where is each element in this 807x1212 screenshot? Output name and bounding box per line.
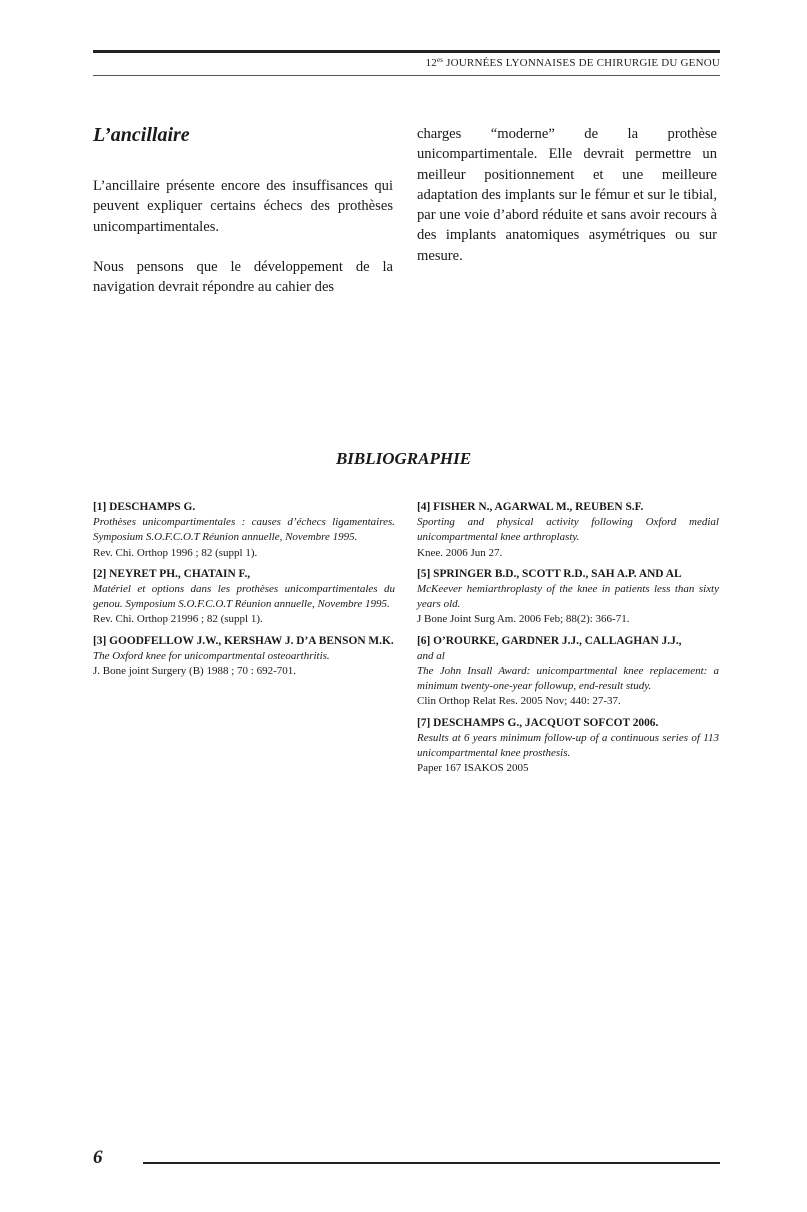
reference-authors: [5] SPRINGER B.D., SCOTT R.D., SAH A.P. AND AL: [417, 567, 682, 580]
reference-authors: [3] GOODFELLOW J.W., KERSHAW J. D’A BENSON M.K.: [93, 634, 394, 647]
reference-source: Rev. Chi. Orthop 1996 ; 82 (suppl 1).: [93, 546, 258, 559]
page-number: 6: [93, 1147, 103, 1168]
bibliography-column-right: [417, 500, 719, 782]
reference-title: The Oxford knee for unicompartmental osteoarthritis.: [93, 649, 330, 662]
reference-authors: [4] FISHER N., AGARWAL M., REUBEN S.F.: [417, 501, 644, 513]
reference-title: The John Insall Award: unicompartmental knee replacement: a minimum twenty-one-year followup, end-result study.: [417, 665, 719, 693]
header-bottom-rule: [93, 75, 720, 76]
reference-item: [417, 716, 719, 777]
reference-item: [93, 500, 395, 561]
bibliography-column-left: [93, 500, 395, 685]
reference-source: J Bone Joint Surg Am. 2006 Feb; 88(2): 366-71.: [417, 613, 630, 626]
reference-title: Sporting and physical activity following Oxford medial unicompartmental knee arthroplasty.: [417, 516, 719, 544]
header-ordinal: 12: [425, 57, 437, 69]
body-paragraph: Nous pensons que le développement de la navigation devrait répondre au cahier des: [93, 258, 393, 296]
header-title: JOURNÉES LYONNAISES DE CHIRURGIE DU GENOU: [443, 57, 720, 69]
reference-authors: [1] DESCHAMPS G.: [93, 501, 196, 513]
reference-source: Paper 167 ISAKOS 2005: [417, 762, 529, 775]
reference-subhead: and al: [417, 649, 445, 662]
body-paragraph: L’ancillaire présente encore des insuffisances qui peuvent expliquer certains échecs des prothèses unicompartimentales.: [93, 178, 393, 235]
reference-authors: [2] NEYRET PH., CHATAIN F.,: [93, 567, 251, 580]
running-header: [426, 56, 720, 69]
footer-rule: [143, 1162, 720, 1164]
bibliography-heading: BIBLIOGRAPHIE: [335, 449, 472, 468]
reference-title: Results at 6 years minimum follow-up of a continuous series of 113 unicompartmental knee prosthesis.: [417, 731, 719, 760]
reference-title: Prothèses unicompartimentales : causes d’échecs ligamentaires. Symposium S.O.F.C.O.T Réunion annuelle, Novembre 1995.: [93, 516, 395, 544]
reference-source: J. Bone joint Surgery (B) 1988 ; 70 : 692-701.: [93, 665, 296, 678]
body-column-right: [417, 124, 717, 286]
reference-title: Matériel et options dans les prothèses unicompartimentales du genou. Symposium S.O.F.C.O.T Réunion annuelle, Novembre 1995.: [93, 583, 395, 611]
reference-item: [417, 500, 719, 561]
header-ordinal-suffix: es: [436, 56, 444, 64]
body-paragraph: charges “moderne” de la prothèse unicompartimentale. Elle devrait permettre un meilleur positionnement et une meilleure adaptation des implants sur le fémur et sur le tibial, par une voie d’abord réduite et sans avoir recours à des implants anatomiques asymétriques ou sur mesure.: [417, 126, 717, 264]
section-title: L’ancillaire: [93, 124, 190, 146]
reference-item: [417, 634, 719, 710]
reference-source: Clin Orthop Relat Res. 2005 Nov; 440: 27-37.: [417, 695, 621, 708]
reference-title: McKeever hemiarthroplasty of the knee in patients less than sixty years old.: [417, 583, 719, 611]
reference-authors: [7] DESCHAMPS G., JACQUOT SOFCOT 2006.: [417, 716, 659, 729]
header-top-rule: [93, 50, 720, 53]
reference-source: Knee. 2006 Jun 27.: [417, 546, 503, 559]
body-column-left: [93, 176, 393, 317]
reference-source: Rev. Chi. Orthop 21996 ; 82 (suppl 1).: [93, 613, 263, 626]
reference-item: [417, 567, 719, 628]
reference-item: [93, 634, 395, 680]
reference-item: [93, 567, 395, 628]
reference-authors: [6] O’ROURKE, GARDNER J.J., CALLAGHAN J.J.,: [417, 634, 682, 647]
